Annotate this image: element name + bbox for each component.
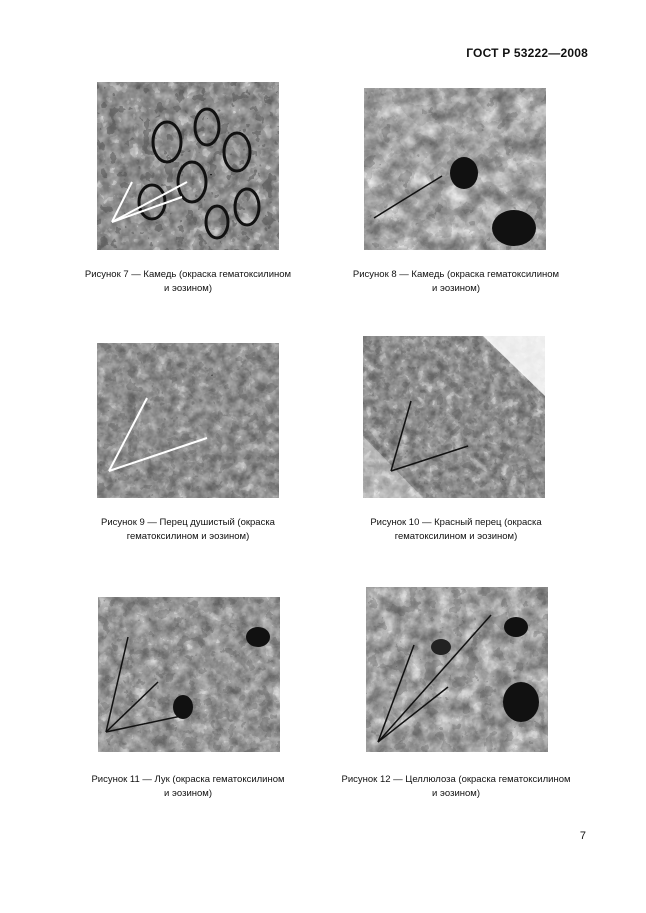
page-number: 7 bbox=[579, 830, 586, 842]
micrograph-12 bbox=[366, 587, 548, 752]
micrograph-7 bbox=[97, 82, 279, 250]
micrograph-11 bbox=[98, 597, 280, 752]
figure-11-caption: Рисунок 11 — Лук (окраска гематоксилином и эозином) bbox=[91, 774, 285, 799]
figure-9-caption: Рисунок 9 — Перец душистый (окраска гематоксилином и эозином) bbox=[101, 517, 275, 542]
figure-10-caption: Рисунок 10 — Красный перец (окраска гематоксилином и эозином) bbox=[370, 517, 542, 542]
micrograph-9 bbox=[97, 343, 279, 498]
figure-12-caption: Рисунок 12 — Целлюлоза (окраска гематоксилином и эозином) bbox=[341, 774, 571, 799]
micrograph-8 bbox=[364, 88, 546, 250]
figure-7-caption: Рисунок 7 — Камедь (окраска гематоксилином и эозином) bbox=[84, 269, 292, 294]
standard-code: ГОСТ Р 53222—2008 bbox=[466, 46, 588, 60]
micrograph-10 bbox=[363, 336, 545, 498]
figure-8-caption: Рисунок 8 — Камедь (окраска гематоксилином и эозином) bbox=[352, 269, 560, 294]
